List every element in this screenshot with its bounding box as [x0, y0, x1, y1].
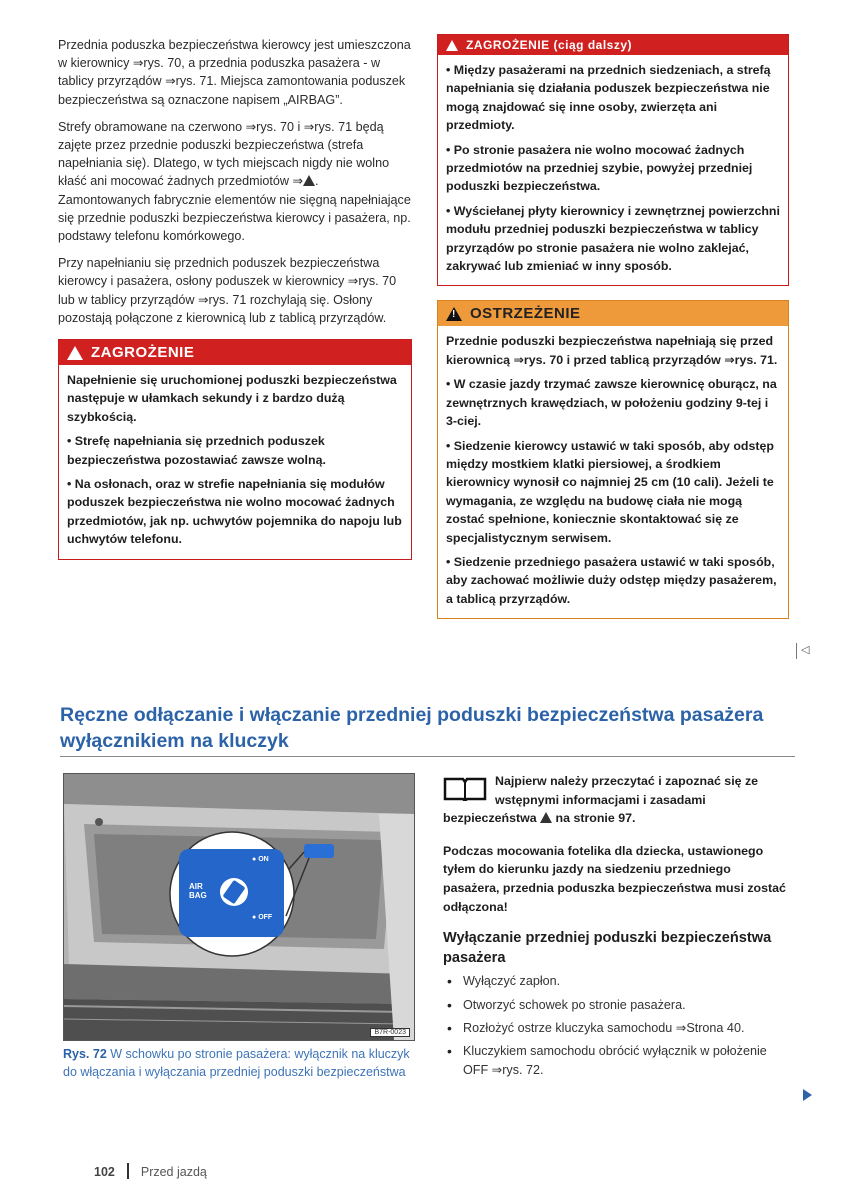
warning-triangle-icon: [303, 175, 315, 186]
warning-box: [437, 300, 789, 619]
danger-item: • Wyściełanej płyty kierownicy i zewnętrznej powierzchni modułu przedniej poduszki bezpieczeństwa w tablicy przyrządów po stronie pasażera nie wolno zaklejać, zakrywać lub zmieniać w inny sposób.: [446, 203, 780, 274]
warning-item: • Siedzenie kierowcy ustawić w taki sposób, aby odstęp między mostkiem klatki piersiowej, a środkiem kierownicy wynosił co najmniej 25 cm (10 cali). Jeżeli te wymagania, ze względu na budowę ciała nie mogą zostać spełnione, koniecznie skontaktować się ze specjalistycznym serwisem.: [446, 438, 774, 545]
warning-triangle-icon: [446, 307, 462, 321]
warning-item: • Siedzenie przedniego pasażera ustawić w taki sposób, aby zachować możliwie duży odstęp między pasażerem, a tablicą przyrządów.: [446, 554, 777, 606]
list-item: • Otworzyć schowek po stronie pasażera.: [443, 996, 788, 1014]
danger-continued-header: [438, 35, 788, 55]
paragraph-airbag-location: Przednia poduszka bezpieczeństwa kierowcy jest umieszczona w kierownicy ⇒rys. 70, a przednia poduszka pasażera - w tablicy przyrządów ⇒rys. 71. Miejsca zamontowania poduszek bezpieczeństwa są oznaczone napisem „AIRBAG”.: [58, 38, 411, 107]
section-title: Ręczne odłączanie i włączanie przedniej poduszki bezpieczeństwa pasażera wyłącznikiem na kluczyk: [60, 702, 795, 757]
intro-text-a: Najpierw należy przeczytać i zapoznać się ze wstępnymi informacjami i zasadami bezpieczeństwa: [443, 774, 759, 826]
on-text: ON: [258, 856, 269, 863]
warning-header: [438, 301, 788, 326]
list-item: • Wyłączyć zapłon.: [443, 972, 788, 990]
danger-item: • Między pasażerami na przednich siedzeniach, a strefą napełniania się działania poduszek bezpieczeństwa nie mogą znajdować się inne osoby, zwierzęta ani przedmioty.: [446, 63, 771, 133]
warning-item: Przednie poduszki bezpieczeństwa napełniają się przed kierownicą ⇒rys. 70 i przed tablicą przyrządów ⇒rys. 71.: [446, 334, 778, 367]
left-column: [58, 36, 412, 560]
danger-box: [58, 339, 412, 560]
intro-paragraph: [443, 772, 788, 828]
figure-ref: Rys. 72: [63, 1047, 107, 1061]
airbag-switch-label: [189, 882, 207, 900]
procedure-heading: Wyłączanie przedniej poduszki bezpieczeństwa pasażera: [443, 930, 772, 967]
figure-caption-text: W schowku po stronie pasażera: wyłącznik na kluczyk do włączania i wyłączania przedniej poduszki bezpieczeństwa: [63, 1047, 410, 1079]
switch-off-label: ● OFF: [252, 914, 273, 921]
danger-triangle-icon: [67, 346, 83, 360]
warning-item: • W czasie jazdy trzymać zawsze kierownicę oburącz, na zewnętrznych krawędziach, w położeniu godziny 9-tej i 3-ciej.: [446, 377, 777, 429]
list-item: • Rozłożyć ostrze kluczyka samochodu ⇒Strona 40.: [443, 1019, 788, 1037]
procedure-steps: [443, 972, 788, 1079]
switch-on-label: ● ON: [252, 856, 269, 863]
child-seat-paragraph: Podczas mocowania fotelika dla dziecka, ustawionego tyłem do kierunku jazdy na siedzeniu przedniego pasażera, przednia poduszka bezpieczeństwa musi zostać odłączona!: [443, 843, 786, 914]
list-item: • Kluczykiem samochodu obrócić wyłącznik w położenie OFF ⇒rys. 72.: [443, 1042, 788, 1079]
chapter-name: Przed jazdą: [140, 1165, 207, 1179]
danger-body: [59, 365, 411, 559]
danger-header: [59, 340, 411, 365]
figure-glovebox: [63, 773, 415, 1041]
danger-title: ZAGROŻENIE: [91, 344, 195, 362]
continue-arrow-icon: [803, 1089, 812, 1101]
danger-item: • Po stronie pasażera nie wolno mocować żadnych przedmiotów na przedniej szybie, powyżej przedniej poduszki bezpieczeństwa.: [446, 142, 753, 194]
red-zones-text-a: Strefy obramowane na czerwono ⇒rys. 70 i ⇒rys. 71 będą zajęte przez przednie poduszki bezpieczeństwa (strefa napełniania się). Dlatego, w tych miejscach nigdy nie wolno kłaść ani mocować żadnych przedmiotów ⇒: [58, 119, 390, 189]
intro-text-b: na stronie 97.: [552, 811, 636, 826]
glovebox-illustration: [64, 774, 414, 1040]
danger-continued-title: ZAGROŻENIE (ciąg dalszy): [466, 38, 633, 52]
label-air: AIR: [189, 882, 203, 891]
figure-caption: [63, 1046, 413, 1081]
danger-item: • Strefę napełniania się przednich poduszek bezpieczeństwa pozostawiać zawsze wolną.: [67, 434, 326, 467]
footer-divider: [127, 1163, 129, 1179]
warning-triangle-icon: [540, 812, 552, 823]
paragraph-red-zones: [58, 118, 412, 245]
book-icon: [443, 775, 487, 801]
page-number: 102: [94, 1165, 115, 1179]
label-bag: BAG: [189, 891, 207, 900]
danger-item: • Na osłonach, oraz w strefie napełniania się modułów poduszek bezpieczeństwa nie wolno mocować żadnych przedmiotów, jak np. uchwytów pojemnika do napoju lub uchwytów telefonu.: [67, 477, 402, 547]
page-footer: [94, 1163, 207, 1179]
paragraph-covers-open: Przy napełnianiu się przednich poduszek bezpieczeństwa kierowcy i pasażera, osłony poduszek w kierownicy ⇒rys. 70 lub w tablicy przyrządów ⇒rys. 71 rozchylają się. Osłony pozostają połączone z kierownicą lub z tablicą przyrządów.: [58, 256, 397, 325]
warning-body: [438, 326, 788, 618]
procedure-section: [443, 772, 788, 1084]
danger-item: Napełnienie się uruchomionej poduszki bezpieczeństwa następuje w ułamkach sekundy i z bardzo dużą szybkością.: [67, 373, 397, 424]
red-zones-text-b: . Zamontowanych fabrycznie elementów nie sięgną napełniające się przednie poduszki bezpieczeństwa kierowcy i pasażera, np. podstawy telefonu komórkowego.: [58, 174, 411, 244]
danger-triangle-icon: [446, 40, 458, 51]
right-column: [437, 34, 789, 619]
warning-title: OSTRZEŻENIE: [470, 305, 581, 323]
danger-continued-box: [437, 34, 789, 286]
section-end-icon: ◁: [796, 643, 815, 659]
figure-code: B7R-0023: [370, 1028, 410, 1037]
off-text: OFF: [258, 914, 273, 921]
danger-continued-body: [438, 55, 788, 285]
